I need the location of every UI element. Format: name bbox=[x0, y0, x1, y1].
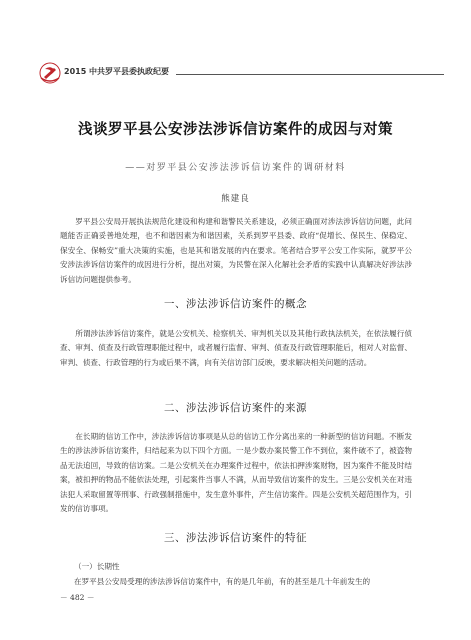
article-subtitle: ——对罗平县公安涉法涉诉信访案件的调研材料 bbox=[125, 163, 346, 173]
sub-heading-long-term: （一）长期性 bbox=[74, 562, 120, 571]
section-3-paragraph: 在罗平县公安局受理的涉法涉诉信访案件中，有的是几年前，有的甚至是几十年前发生的 bbox=[74, 577, 371, 586]
article-author: 熊建良 bbox=[221, 194, 250, 204]
section-2-paragraph: 在长期的信访工作中，涉法涉诉信访事项是从总的信访工作分离出来的一种新型的信访问题。不断发生的涉法涉诉信访案件，归结起来为以下四个方面。一是少数办案民警工作不到位，案件破不了，被盗物品无法追回，导致的信访案。二是公安机关在办理案件过程中，依法扣押涉案财物，因为案件不能及时结案，被扣押的物品不能依法处理，引起案件当事人不满，从而导致信访案件的发生。三是公安机关在对违法犯人采取留置等刑事、行政强制措施中，发生意外事件，产生信访案件。四是公安机关超范围作为，引发的信访事项。 bbox=[60, 432, 412, 514]
article-title: 浅谈罗平县公安涉法涉诉信访案件的成因与对策 bbox=[78, 121, 393, 138]
intro-paragraph: 罗平县公安局开展执法规范化建设和构建和谐警民关系建设，必须正确面对涉法涉诉信访问题，此问题能否正确妥善地处理，也不和谐因素为和谐因素，关系到罗平县委、政府“促增长、保民生、保稳定、保安全、保畅安”重大决策的实施，也是其和谐发展的内在要求。笔者结合罗平公安工作实际，就罗平公安涉法涉诉信访案件的成因进行分析，提出对策，为民警在深入化解社会矛盾的实践中认真解决好涉法涉诉信访问题提供参考。 bbox=[60, 217, 412, 284]
party-emblem-icon bbox=[38, 62, 62, 84]
running-header-text: 2015 中共罗平县委执政纪要 bbox=[64, 67, 170, 76]
header-rule bbox=[176, 74, 444, 75]
section-heading-1: 一、涉法涉诉信访案件的概念 bbox=[164, 298, 307, 310]
section-heading-2: 二、涉法涉诉信访案件的来源 bbox=[164, 402, 307, 414]
section-heading-3: 三、涉法涉诉信访案件的特征 bbox=[164, 532, 307, 544]
section-1-paragraph: 所谓涉法涉诉信访案件，就是公安机关、检察机关、审判机关以及其他行政执法机关，在依法履行侦查、审判、侦查及行政管理职能过程中，或者履行监督、审判、侦查及行政管理职能后，相对人对监督、审判、侦查、行政管理的行为或后果不满，向有关信访部门反映，要求解决相关问题的活动。 bbox=[60, 329, 412, 367]
running-header bbox=[38, 62, 408, 84]
page-number: － 482 － bbox=[60, 593, 95, 602]
